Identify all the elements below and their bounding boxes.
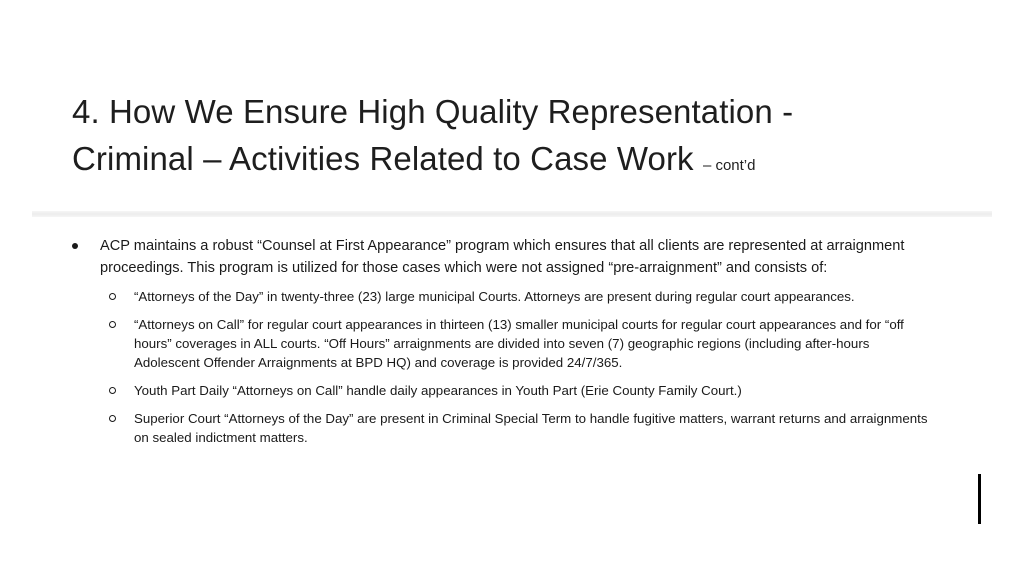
main-bullet-text: ACP maintains a robust “Counsel at First Appearance” program which ensures that all clients are represented at arraignment proceedings. This program is utilized for those cases which were not assigned “pre-arraignment” and consists of: (100, 238, 905, 276)
sub-bullet-item (108, 381, 932, 400)
sub-bullet-list (72, 287, 932, 447)
main-bullet (72, 235, 932, 279)
sub-bullet-text: “Attorneys on Call” for regular court appearances in thirteen (13) smaller municipal courts for regular court appearances and for “off hours” coverages in ALL courts. “Off Hours” arraignments are divided into seven (7) geographic regions (including after-hours Adolescent Offender Arraignments at BPD HQ) and coverage is provided 24/7/365. (134, 317, 904, 370)
sub-bullet-item (108, 287, 932, 306)
hollow-circle-icon (109, 321, 116, 328)
sub-bullet-text: Youth Part Daily “Attorneys on Call” handle daily appearances in Youth Part (Erie County Family Court.) (134, 383, 742, 398)
slide-body (72, 235, 932, 456)
title-line-2 (72, 135, 972, 189)
sub-bullet-item (108, 409, 932, 447)
sub-bullet-text: Superior Court “Attorneys of the Day” are present in Criminal Special Term to handle fugitive matters, warrant returns and arraignments on sealed indictment matters. (134, 411, 928, 445)
text-cursor (978, 474, 981, 524)
title-line-2-text: Criminal – Activities Related to Case Work (72, 140, 694, 177)
title-line-1: 4. How We Ensure High Quality Representation - (72, 93, 794, 130)
sub-bullet-item (108, 315, 932, 372)
slide-title (72, 88, 972, 189)
sub-bullet-text: “Attorneys of the Day” in twenty-three (23) large municipal Courts. Attorneys are present during regular court appearances. (134, 289, 855, 304)
hollow-circle-icon (109, 415, 116, 422)
hollow-circle-icon (109, 293, 116, 300)
title-divider (32, 211, 992, 217)
hollow-circle-icon (109, 387, 116, 394)
bullet-dot-icon (72, 243, 78, 249)
title-suffix: – cont’d (702, 157, 756, 174)
